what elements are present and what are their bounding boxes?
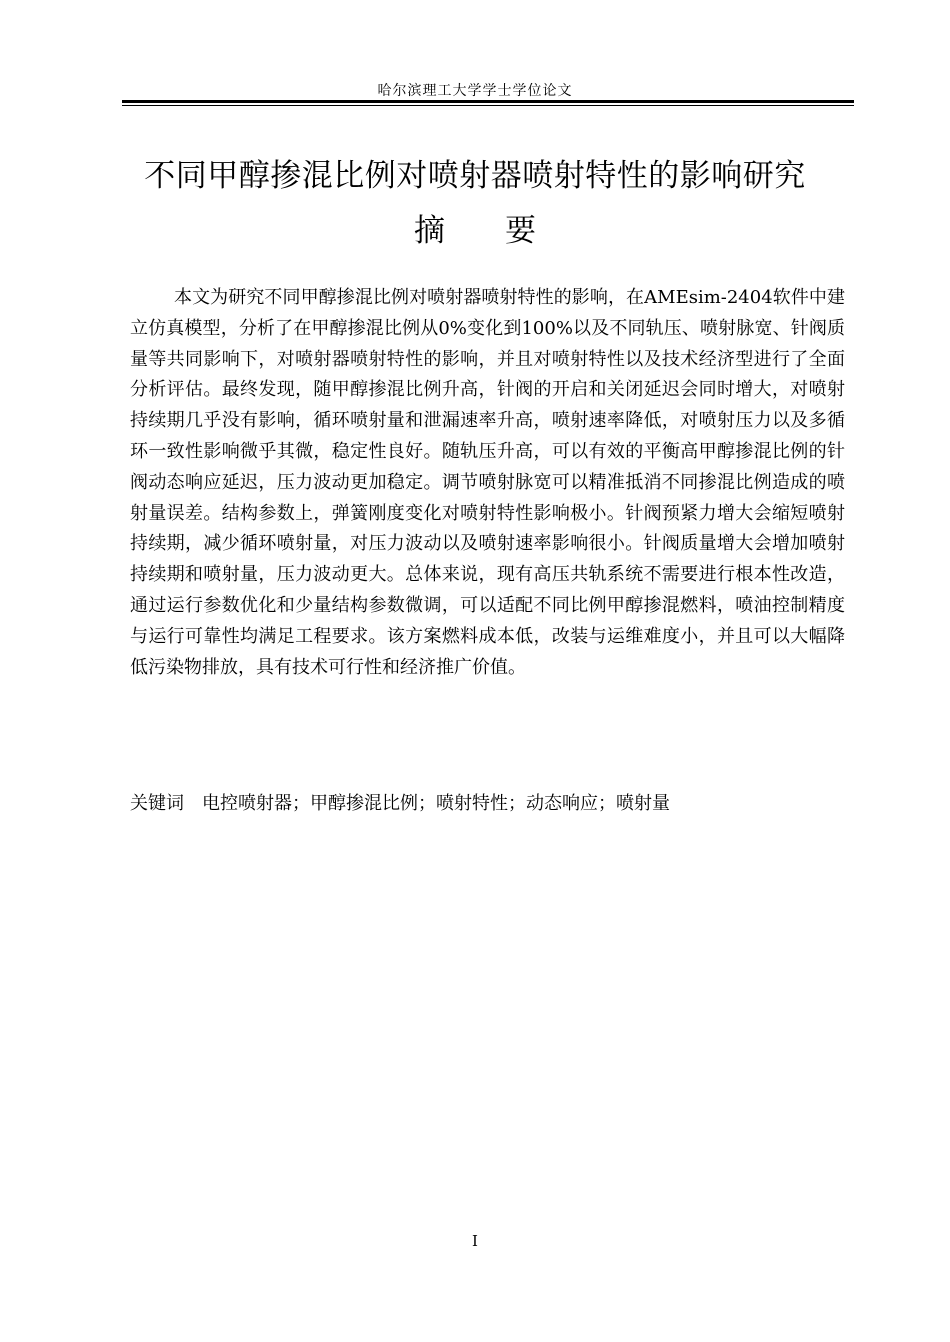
keywords-text: 电控喷射器；甲醇掺混比例；喷射特性；动态响应；喷射量 (202, 793, 670, 814)
abstract-heading: 摘要 (414, 213, 596, 249)
keywords-line (130, 792, 845, 816)
running-header: 哈尔滨理工大学学士学位论文 (377, 83, 573, 99)
header-rule-thick (122, 100, 854, 103)
thesis-title: 不同甲醇掺混比例对喷射器喷射特性的影响研究 (144, 158, 806, 194)
keywords-label: 关键词 (130, 793, 184, 814)
page-number: I (472, 1232, 478, 1250)
abstract-body: 本文为研究不同甲醇掺混比例对喷射器喷射特性的影响，在AMEsim-2404软件中建立仿真模型，分析了在甲醇掺混比例从0%变化到100%以及不同轨压、喷射脉宽、针阀质量等共同影响下，对喷射器喷射特性的影响，并且对喷射特性以及技术经济型进行了全面分析评估。最终发现，随甲醇掺混比例升高，针阀的开启和关闭延迟会同时增大，对喷射持续期几乎没有影响，循环喷射量和泄漏速率升高，喷射速率降低，对喷射压力以及多循环一致性影响微乎其微，稳定性良好。随轨压升高，可以有效的平衡高甲醇掺混比例的针阀动态响应延迟，压力波动更加稳定。调节喷射脉宽可以精准抵消不同掺混比例造成的喷射量误差。结构参数上，弹簧刚度变化对喷射特性影响极小。针阀预紧力增大会缩短喷射持续期，减少循环喷射量，对压力波动以及喷射速率影响很小。针阀质量增大会增加喷射持续期和喷射量，压力波动更大。总体来说，现有高压共轨系统不需要进行根本性改造，通过运行参数优化和少量结构参数微调，可以适配不同比例甲醇掺混燃料，喷油控制精度与运行可靠性均满足工程要求。该方案燃料成本低，改装与运维难度小，并且可以大幅降低污染物排放，具有技术可行性和经济推广价值。 (130, 287, 845, 678)
header-rule-thin (122, 105, 854, 106)
